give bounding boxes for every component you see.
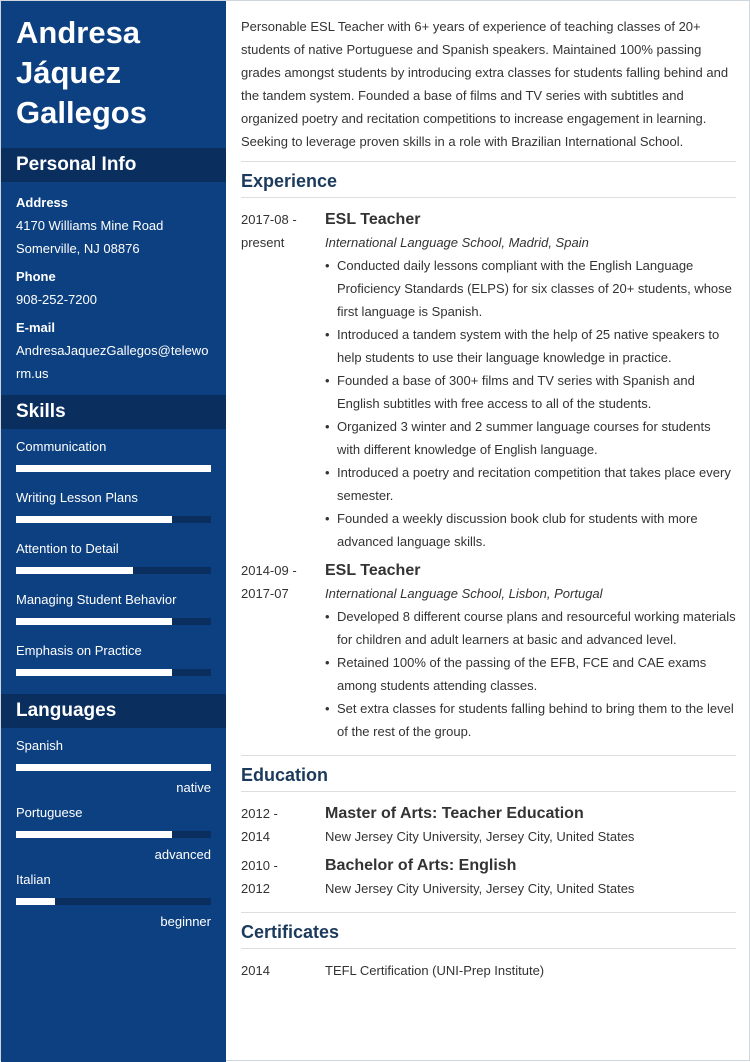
skill-name: Communication [16, 439, 107, 454]
skill-bar [16, 465, 211, 472]
experience-entry [241, 559, 736, 743]
skill-name: Managing Student Behavior [16, 592, 177, 607]
language-level: advanced [154, 847, 211, 862]
skill-bar-fill [16, 465, 211, 472]
address-line-2: Somerville, NJ 08876 [16, 241, 140, 256]
candidate-name: Andresa Jáquez Gallegos [16, 15, 147, 130]
phone-label: Phone [16, 269, 56, 284]
job-title: ESL Teacher [325, 562, 421, 579]
skill-name: Writing Lesson Plans [16, 490, 138, 505]
languages-list [1, 728, 226, 945]
personal-info [1, 182, 226, 395]
language-bar-fill [16, 764, 211, 771]
main-content [241, 15, 736, 988]
address-line-1: 4170 Williams Mine Road [16, 218, 164, 233]
degree: Bachelor of Arts: English [325, 857, 517, 874]
bullet: • Retained 100% of the passing of the EFB, FCE and CAE exams among students attending classes. [325, 651, 736, 697]
skill-bar-fill [16, 516, 172, 523]
company: International Language School, Madrid, Spain [325, 235, 589, 250]
education-entry [241, 854, 736, 900]
bullet: • Developed 8 different course plans and resourceful working materials for children and adult learners at basic and advanced level. [325, 605, 736, 651]
company: International Language School, Lisbon, Portugal [325, 586, 603, 601]
skill-bar [16, 618, 211, 625]
experience-body [325, 559, 736, 743]
skill-bar-fill [16, 567, 133, 574]
date-end: 2014 [241, 829, 270, 844]
date-end: 2012 [241, 881, 270, 896]
experience-list [241, 208, 736, 756]
bullet: • Set extra classes for students falling behind to bring them to the level of the rest of the group. [325, 697, 736, 743]
certificate-entry [241, 959, 736, 982]
skill-name: Emphasis on Practice [16, 643, 142, 658]
language-level: native [176, 780, 211, 795]
language-name: Spanish [16, 738, 63, 753]
bullet: • Founded a weekly discussion book club for students with more advanced language skills. [325, 507, 736, 553]
degree: Master of Arts: Teacher Education [325, 805, 584, 822]
skill-bar [16, 567, 211, 574]
bullet: • Introduced a poetry and recitation competition that takes place every semester. [325, 461, 736, 507]
language-level: beginner [160, 914, 211, 929]
date-start: 2017-08 - [241, 212, 297, 227]
language-bar [16, 831, 211, 838]
experience-heading: Experience [241, 162, 736, 198]
date-end: present [241, 235, 285, 250]
date-end: 2017-07 [241, 586, 289, 601]
job-title: ESL Teacher [325, 211, 421, 228]
language-bar-fill [16, 831, 172, 838]
education-heading: Education [241, 756, 736, 792]
language-bar [16, 898, 211, 905]
certificates-list [241, 959, 736, 982]
experience-dates [241, 559, 325, 743]
bullet-list [325, 254, 736, 553]
email: AndresaJaquezGallegos@teleworm.us [16, 343, 209, 381]
phone: 908-252-7200 [16, 292, 97, 307]
summary: Personable ESL Teacher with 6+ years of experience of teaching classes of 20+ students of native Portuguese and Spanish speakers. Maintained 100% passing grades amongst students by introducing extra classes for students falling behind and the tandem system. Founded a base of films and TV series with subtitles and organized poetry and recitation competitions to increase engagement in learning. Seeking to leverage proven skills in a role with Brazilian International School. [241, 15, 736, 162]
school: New Jersey City University, Jersey City, United States [325, 829, 635, 844]
experience-body [325, 208, 736, 553]
languages-heading: Languages [1, 694, 226, 728]
personal-info-heading: Personal Info [1, 148, 226, 182]
language-name: Portuguese [16, 805, 83, 820]
certificates-heading: Certificates [241, 913, 736, 949]
skill-bar-fill [16, 669, 172, 676]
skill-name: Attention to Detail [16, 541, 119, 556]
bullet: • Conducted daily lessons compliant with the English Language Proficiency Standards (ELPS) for six classes of 20+ students, whose first language is Spanish. [325, 254, 736, 323]
education-body [325, 854, 736, 900]
date-start: 2014-09 - [241, 563, 297, 578]
bullet-list [325, 605, 736, 743]
bullet: • Founded a base of 300+ films and TV series with Spanish and English subtitles with free access to all of the students. [325, 369, 736, 415]
experience-entry [241, 208, 736, 553]
bullet: • Introduced a tandem system with the help of 25 native speakers to help students to use their language knowledge in practice. [325, 323, 736, 369]
date-start: 2012 - [241, 806, 278, 821]
certificate-date: 2014 [241, 963, 270, 978]
email-label: E-mail [16, 320, 56, 335]
skill-bar [16, 516, 211, 523]
language-bar-fill [16, 898, 55, 905]
education-dates [241, 802, 325, 848]
language-bar [16, 764, 211, 771]
bullet: • Organized 3 winter and 2 summer language courses for students with different knowledge of English language. [325, 415, 736, 461]
skills-heading: Skills [1, 395, 226, 429]
skill-bar [16, 669, 211, 676]
address-label: Address [16, 195, 69, 210]
sidebar [1, 1, 226, 1062]
date-start: 2010 - [241, 858, 278, 873]
school: New Jersey City University, Jersey City, United States [325, 881, 635, 896]
education-entry [241, 802, 736, 848]
education-list [241, 802, 736, 913]
skill-bar-fill [16, 618, 172, 625]
education-dates [241, 854, 325, 900]
language-name: Italian [16, 872, 51, 887]
experience-dates [241, 208, 325, 553]
certificate-name: TEFL Certification (UNI-Prep Institute) [325, 963, 545, 978]
education-body [325, 802, 736, 848]
skills-list [1, 429, 226, 700]
